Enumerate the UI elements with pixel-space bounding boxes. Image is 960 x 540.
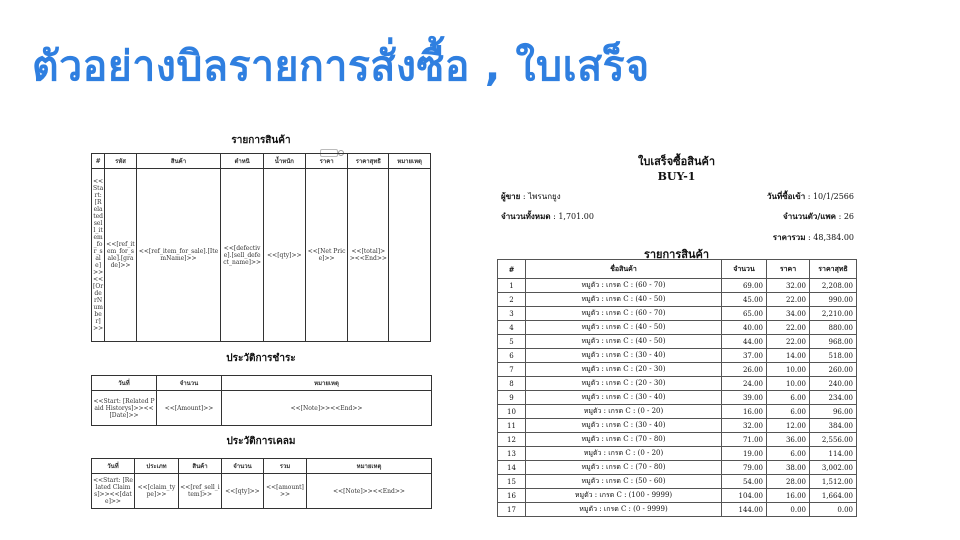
quantity-cell: 37.00 — [722, 349, 767, 363]
template-cell[interactable]: <<[ref_item_for_sale].[grade]>> — [105, 169, 137, 342]
template-cell[interactable]: <<[defective].[sell_defect_name]>> — [221, 169, 264, 342]
table-row — [498, 377, 857, 391]
per-pack-value: 26 — [843, 212, 854, 221]
quantity-cell: 71.00 — [722, 433, 767, 447]
table-header: หมายเหตุ — [222, 376, 432, 391]
product-name-cell: หมูตัว : เกรด C : (60 - 70) — [526, 279, 722, 293]
net-price-cell: 990.00 — [810, 293, 857, 307]
purchase-date-label: วันที่ซื้อเข้า — [767, 191, 806, 201]
net-price-cell: 260.00 — [810, 363, 857, 377]
quantity-cell: 24.00 — [722, 377, 767, 391]
price-cell: 6.00 — [767, 447, 810, 461]
product-name-cell: หมูตัว : เกรด C : (0 - 20) — [526, 405, 722, 419]
product-name-cell: หมูตัว : เกรด C : (0 - 9999) — [526, 503, 722, 517]
row-number-cell: 3 — [498, 307, 526, 321]
table-header: หมายเหตุ — [389, 154, 431, 169]
slide-title: ตัวอย่างบิลรายการสั่งซื้อ , ใบเสร็จ — [32, 42, 650, 90]
quantity-cell: 45.00 — [722, 293, 767, 307]
net-price-cell: 384.00 — [810, 419, 857, 433]
seller-label: ผู้ขาย — [501, 191, 521, 201]
row-number-cell: 9 — [498, 391, 526, 405]
paid-template-table — [91, 375, 432, 426]
template-cell[interactable]: <<[ref_sell_item]>> — [179, 474, 222, 509]
receipt-items-table — [497, 259, 857, 517]
row-number-cell: 17 — [498, 503, 526, 517]
table-header: จำนวน — [722, 260, 767, 279]
template-cell[interactable]: <<[Note]>><<End>> — [222, 391, 432, 426]
quantity-cell: 19.00 — [722, 447, 767, 461]
price-cell: 22.00 — [767, 293, 810, 307]
row-number-cell: 15 — [498, 475, 526, 489]
table-row — [498, 279, 857, 293]
row-number-cell: 6 — [498, 349, 526, 363]
price-cell: 14.00 — [767, 349, 810, 363]
product-name-cell: หมูตัว : เกรด C : (40 - 50) — [526, 321, 722, 335]
table-row — [498, 293, 857, 307]
row-number-cell: 14 — [498, 461, 526, 475]
row-number-cell: 11 — [498, 419, 526, 433]
total-quantity-label: จำนวนทั้งหมด — [501, 211, 551, 221]
table-header: รหัส — [105, 154, 137, 169]
table-row — [498, 503, 857, 517]
paid-section-title: ประวัติการชำระ — [226, 353, 296, 364]
template-cell[interactable]: <<[Note]>><<End>> — [307, 474, 432, 509]
paid-template-row — [92, 391, 432, 426]
claim-section-title: ประวัติการเคลม — [226, 436, 296, 447]
quantity-cell: 26.00 — [722, 363, 767, 377]
net-price-cell: 240.00 — [810, 377, 857, 391]
net-price-cell: 0.00 — [810, 503, 857, 517]
receipt-code: BUY-1 — [657, 170, 696, 183]
template-cell[interactable]: <<Start:[Related sell_item_for_sale]>><<[OrderNumber]>> — [92, 169, 105, 342]
purchase-date-value: 10/1/2566 — [812, 192, 854, 201]
product-name-cell: หมูตัว : เกรด C : (20 - 30) — [526, 377, 722, 391]
price-cell: 22.00 — [767, 335, 810, 349]
row-number-cell: 8 — [498, 377, 526, 391]
row-number-cell: 16 — [498, 489, 526, 503]
claim-template-table — [91, 458, 432, 509]
template-cell[interactable]: <<[qty]>> — [222, 474, 264, 509]
template-cell[interactable]: <<[qty]>> — [264, 169, 306, 342]
items-template-row — [92, 169, 431, 342]
seller-value: ไพรนกยูง — [528, 192, 561, 201]
table-header: วันที่ — [92, 459, 135, 474]
table-row — [498, 433, 857, 447]
table-header: น้ำหนัก — [264, 154, 306, 169]
claim-template-header-row — [92, 459, 432, 474]
table-row — [498, 321, 857, 335]
price-cell: 28.00 — [767, 475, 810, 489]
table-header: ราคา — [305, 154, 348, 169]
price-total-value: 48,384.00 — [813, 233, 854, 242]
net-price-cell: 1,512.00 — [810, 475, 857, 489]
table-header: จำนวน — [222, 459, 264, 474]
row-number-cell: 7 — [498, 363, 526, 377]
items-template-header-row — [92, 154, 431, 169]
quantity-cell: 104.00 — [722, 489, 767, 503]
net-price-cell: 968.00 — [810, 335, 857, 349]
price-total-label: ราคารวม — [772, 232, 806, 242]
net-price-cell: 2,556.00 — [810, 433, 857, 447]
table-row — [498, 419, 857, 433]
product-name-cell: หมูตัว : เกรด C : (60 - 70) — [526, 307, 722, 321]
net-price-cell: 1,664.00 — [810, 489, 857, 503]
template-cell[interactable]: <<Start: [Related Claims]>><<[date]>> — [92, 474, 135, 509]
quantity-cell: 69.00 — [722, 279, 767, 293]
price-cell: 34.00 — [767, 307, 810, 321]
template-cell[interactable]: <<Start: [Related Paid Historys]>><<[Date]>> — [92, 391, 157, 426]
row-number-cell: 12 — [498, 433, 526, 447]
table-header: ตำหนิ — [221, 154, 264, 169]
table-header: วันที่ — [92, 376, 157, 391]
net-price-cell: 114.00 — [810, 447, 857, 461]
table-row — [498, 349, 857, 363]
row-number-cell: 1 — [498, 279, 526, 293]
table-header: ราคา — [767, 260, 810, 279]
price-cell: 32.00 — [767, 279, 810, 293]
table-row — [498, 461, 857, 475]
net-price-cell: 880.00 — [810, 321, 857, 335]
quantity-cell: 39.00 — [722, 391, 767, 405]
template-cell[interactable]: <<[Net Price]>> — [305, 169, 348, 342]
table-row — [498, 363, 857, 377]
receipt-items-body — [498, 279, 857, 517]
product-name-cell: หมูตัว : เกรด C : (30 - 40) — [526, 419, 722, 433]
table-row — [498, 335, 857, 349]
quantity-cell: 44.00 — [722, 335, 767, 349]
total-quantity-field: จำนวนทั้งหมด : 1,701.00 — [501, 211, 594, 221]
net-price-cell: 2,210.00 — [810, 307, 857, 321]
table-row — [498, 447, 857, 461]
template-cell[interactable]: <<[amount]>> — [264, 474, 307, 509]
template-cell[interactable]: <<[total]>><<End>> — [348, 169, 389, 342]
table-row — [498, 475, 857, 489]
per-pack-label: จำนวนตัว/แพค — [783, 211, 837, 221]
product-name-cell: หมูตัว : เกรด C : (40 - 50) — [526, 335, 722, 349]
purchase-date-field: วันที่ซื้อเข้า : 10/1/2566 — [767, 191, 854, 201]
row-number-cell: 4 — [498, 321, 526, 335]
seller-field: ผู้ขาย : ไพรนกยูง — [501, 191, 561, 201]
net-price-cell: 96.00 — [810, 405, 857, 419]
price-cell: 16.00 — [767, 489, 810, 503]
table-row — [498, 405, 857, 419]
table-row — [498, 307, 857, 321]
quantity-cell: 32.00 — [722, 419, 767, 433]
row-number-cell: 5 — [498, 335, 526, 349]
table-header: # — [498, 260, 526, 279]
price-cell: 12.00 — [767, 419, 810, 433]
price-cell: 10.00 — [767, 363, 810, 377]
per-pack-field: จำนวนตัว/แพค : 26 — [783, 211, 854, 221]
table-row — [498, 391, 857, 405]
receipt-items-section-title: รายการสินค้า — [643, 248, 710, 261]
net-price-cell: 234.00 — [810, 391, 857, 405]
product-name-cell: หมูตัว : เกรด C : (100 - 9999) — [526, 489, 722, 503]
product-name-cell: หมูตัว : เกรด C : (50 - 60) — [526, 475, 722, 489]
paid-template-header-row — [92, 376, 432, 391]
product-name-cell: หมูตัว : เกรด C : (70 - 80) — [526, 461, 722, 475]
price-cell: 36.00 — [767, 433, 810, 447]
product-name-cell: หมูตัว : เกรด C : (30 - 40) — [526, 349, 722, 363]
net-price-cell: 518.00 — [810, 349, 857, 363]
template-cell[interactable]: <<[claim_type]>> — [135, 474, 179, 509]
template-cell[interactable]: <<[Amount]>> — [157, 391, 222, 426]
net-price-cell: 2,208.00 — [810, 279, 857, 293]
table-header: ราคาสุทธิ — [810, 260, 857, 279]
row-number-cell: 2 — [498, 293, 526, 307]
row-number-cell: 13 — [498, 447, 526, 461]
quantity-cell: 65.00 — [722, 307, 767, 321]
table-header: หมายเหตุ — [307, 459, 432, 474]
table-header: ราคาสุทธิ — [348, 154, 389, 169]
quantity-cell: 16.00 — [722, 405, 767, 419]
table-header: สินค้า — [136, 154, 220, 169]
quantity-cell: 54.00 — [722, 475, 767, 489]
net-price-cell: 3,002.00 — [810, 461, 857, 475]
quantity-cell: 144.00 — [722, 503, 767, 517]
table-header: ชื่อสินค้า — [526, 260, 722, 279]
quantity-cell: 79.00 — [722, 461, 767, 475]
product-name-cell: หมูตัว : เกรด C : (0 - 20) — [526, 447, 722, 461]
row-number-cell: 10 — [498, 405, 526, 419]
product-name-cell: หมูตัว : เกรด C : (30 - 40) — [526, 391, 722, 405]
claim-template-row — [92, 474, 432, 509]
template-cell[interactable] — [389, 169, 431, 342]
receipt-header-row — [498, 260, 857, 279]
price-cell: 10.00 — [767, 377, 810, 391]
price-cell: 0.00 — [767, 503, 810, 517]
product-name-cell: หมูตัว : เกรด C : (40 - 50) — [526, 293, 722, 307]
price-cell: 6.00 — [767, 391, 810, 405]
product-name-cell: หมูตัว : เกรด C : (70 - 80) — [526, 433, 722, 447]
price-cell: 22.00 — [767, 321, 810, 335]
items-template-table — [91, 153, 431, 342]
price-cell: 6.00 — [767, 405, 810, 419]
table-header: สินค้า — [179, 459, 222, 474]
table-header: จำนวน — [157, 376, 222, 391]
table-header: # — [92, 154, 105, 169]
total-quantity-value: 1,701.00 — [558, 212, 594, 221]
table-header: รวม — [264, 459, 307, 474]
template-cell[interactable]: <<[ref_item_for_sale].[ItemName]>> — [136, 169, 220, 342]
receipt-title: ใบเสร็จซื้อสินค้า — [637, 155, 716, 168]
items-section-title: รายการสินค้า — [231, 135, 291, 146]
table-row — [498, 489, 857, 503]
price-total-field: ราคารวม : 48,384.00 — [772, 232, 854, 242]
price-cell: 38.00 — [767, 461, 810, 475]
table-header: ประเภท — [135, 459, 179, 474]
quantity-cell: 40.00 — [722, 321, 767, 335]
product-name-cell: หมูตัว : เกรด C : (20 - 30) — [526, 363, 722, 377]
